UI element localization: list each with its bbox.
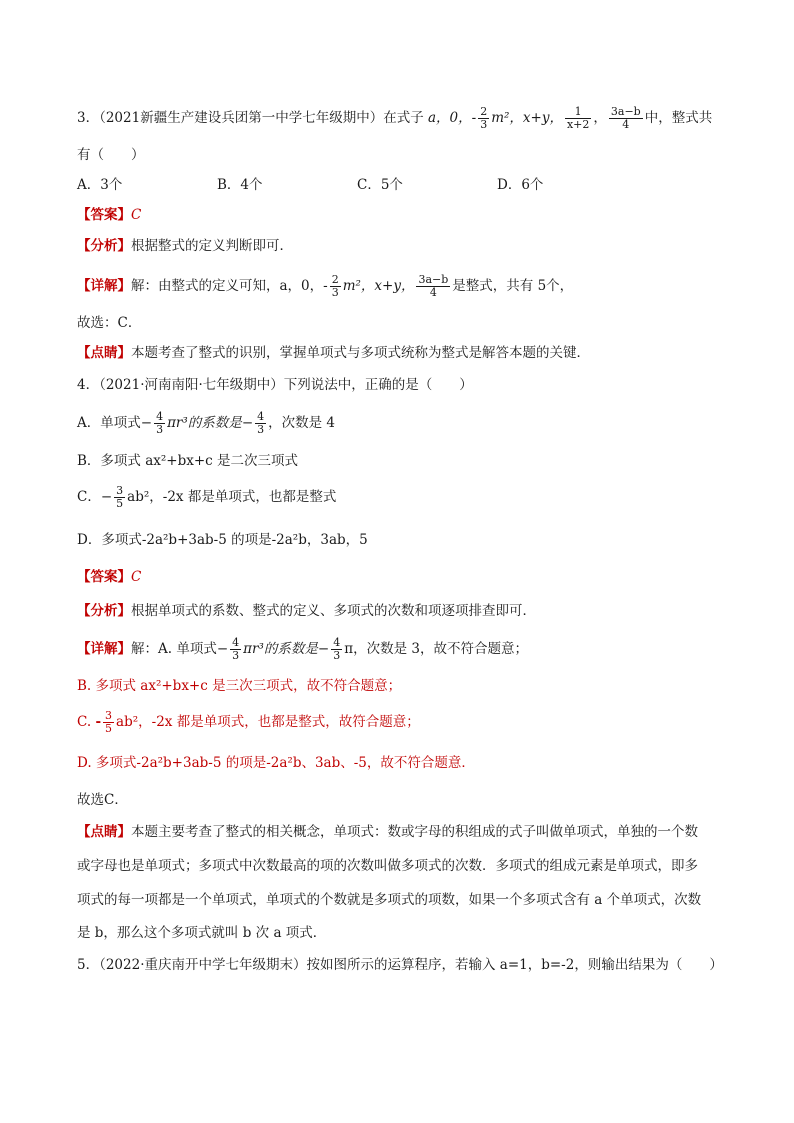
q3-analysis: 【分析】根据整式的定义判断即可． xyxy=(77,238,293,254)
q4-detail-c: C. - $\frac{3}{5}$ ab²，-2x 都是单项式，也都是整式，故符合题意； xyxy=(77,709,420,735)
q4-detail-b: B. 多项式 ax²+bx+c 是三次三项式，故不符合题意； xyxy=(77,678,402,694)
q3-detail: 【详解】解：由整式的定义可知，a，0，- $\frac{2}{3}$ m²，x+y， $\frac{3a-b}{4}$ 是整式，共有 5个， xyxy=(77,273,574,299)
q3-stem-line2: 有（ ） xyxy=(77,147,145,163)
q4-comment-l1: 【点睛】本题主要考查了整式的相关概念，单项式：数或字母的积组成的式子叫做单项式，单独的一个数 xyxy=(77,824,698,840)
q4-detail-d: D. 多项式-2a²b+3ab-5 的项是-2a²b、3ab、-5，故不符合题意． xyxy=(77,755,475,771)
q4-option-b: B．多项式 ax²+bx+c 是二次三项式 xyxy=(77,453,299,469)
q4-detail-a: 【详解】解：A. 单项式− $\frac{4}{3}$ πr³的系数是− $\frac{4}{3}$ π，次数是 3，故不符合题意； xyxy=(77,636,528,662)
q3-options xyxy=(77,175,637,195)
q3-comment: 【点睛】本题考查了整式的识别，掌握单项式与多项式统称为整式是解答本题的关键． xyxy=(77,345,590,361)
q3-option-a: A．3个 xyxy=(77,177,123,193)
q4-analysis: 【分析】根据单项式的系数、整式的定义、多项式的次数和项逐项排查即可． xyxy=(77,603,536,619)
q3-option-d: D．6个 xyxy=(497,177,544,193)
q5-stem: 5．（2022·重庆南开中学七年级期末）按如图所示的运算程序，若输入 a=1，b=-2，则输出结果为（ ） xyxy=(77,957,723,973)
q4-option-d: D．多项式-2a²b+3ab-5 的项是-2a²b，3ab，5 xyxy=(77,532,368,548)
q4-comment-l2: 或字母也是单项式；多项式中次数最高的项的次数叫做多项式的次数．多项式的组成元素是单项式，即多 xyxy=(77,858,698,874)
q4-choose: 故选C． xyxy=(77,792,128,808)
q4-option-c: C．− $\frac{3}{5}$ ab²，-2x 都是单项式，也都是整式 xyxy=(77,484,337,510)
q4-comment-l3: 项式的每一项都是一个单项式，单项式的个数就是多项式的项数，如果一个多项式含有 a 个单项式，次数 xyxy=(77,892,702,908)
q4-comment-l4: 是 b，那么这个多项式就叫 b 次 a 项式． xyxy=(77,925,327,941)
q3-stem: 3．（2021新疆生产建设兵团第一中学七年级期中）在式子 a，0，- $\frac{2}{3}$ m²，x+y， $\frac{1}{x+2}$ ， $\frac{3a-b}{4}$ 中，整式共 xyxy=(77,105,713,131)
q4-stem: 4．（2021·河南南阳·七年级期中）下列说法中，正确的是（ ） xyxy=(77,377,473,393)
q4-option-a: A．单项式− $\frac{4}{3}$ πr³的系数是− $\frac{4}{3}$ ，次数是 4 xyxy=(77,410,336,436)
q3-choose: 故选：C． xyxy=(77,315,142,331)
q3-answer: 【答案】C xyxy=(77,207,142,223)
q3-option-b: B．4个 xyxy=(217,177,263,193)
q3-option-c: C．5个 xyxy=(357,177,403,193)
q4-answer: 【答案】C xyxy=(77,569,142,585)
